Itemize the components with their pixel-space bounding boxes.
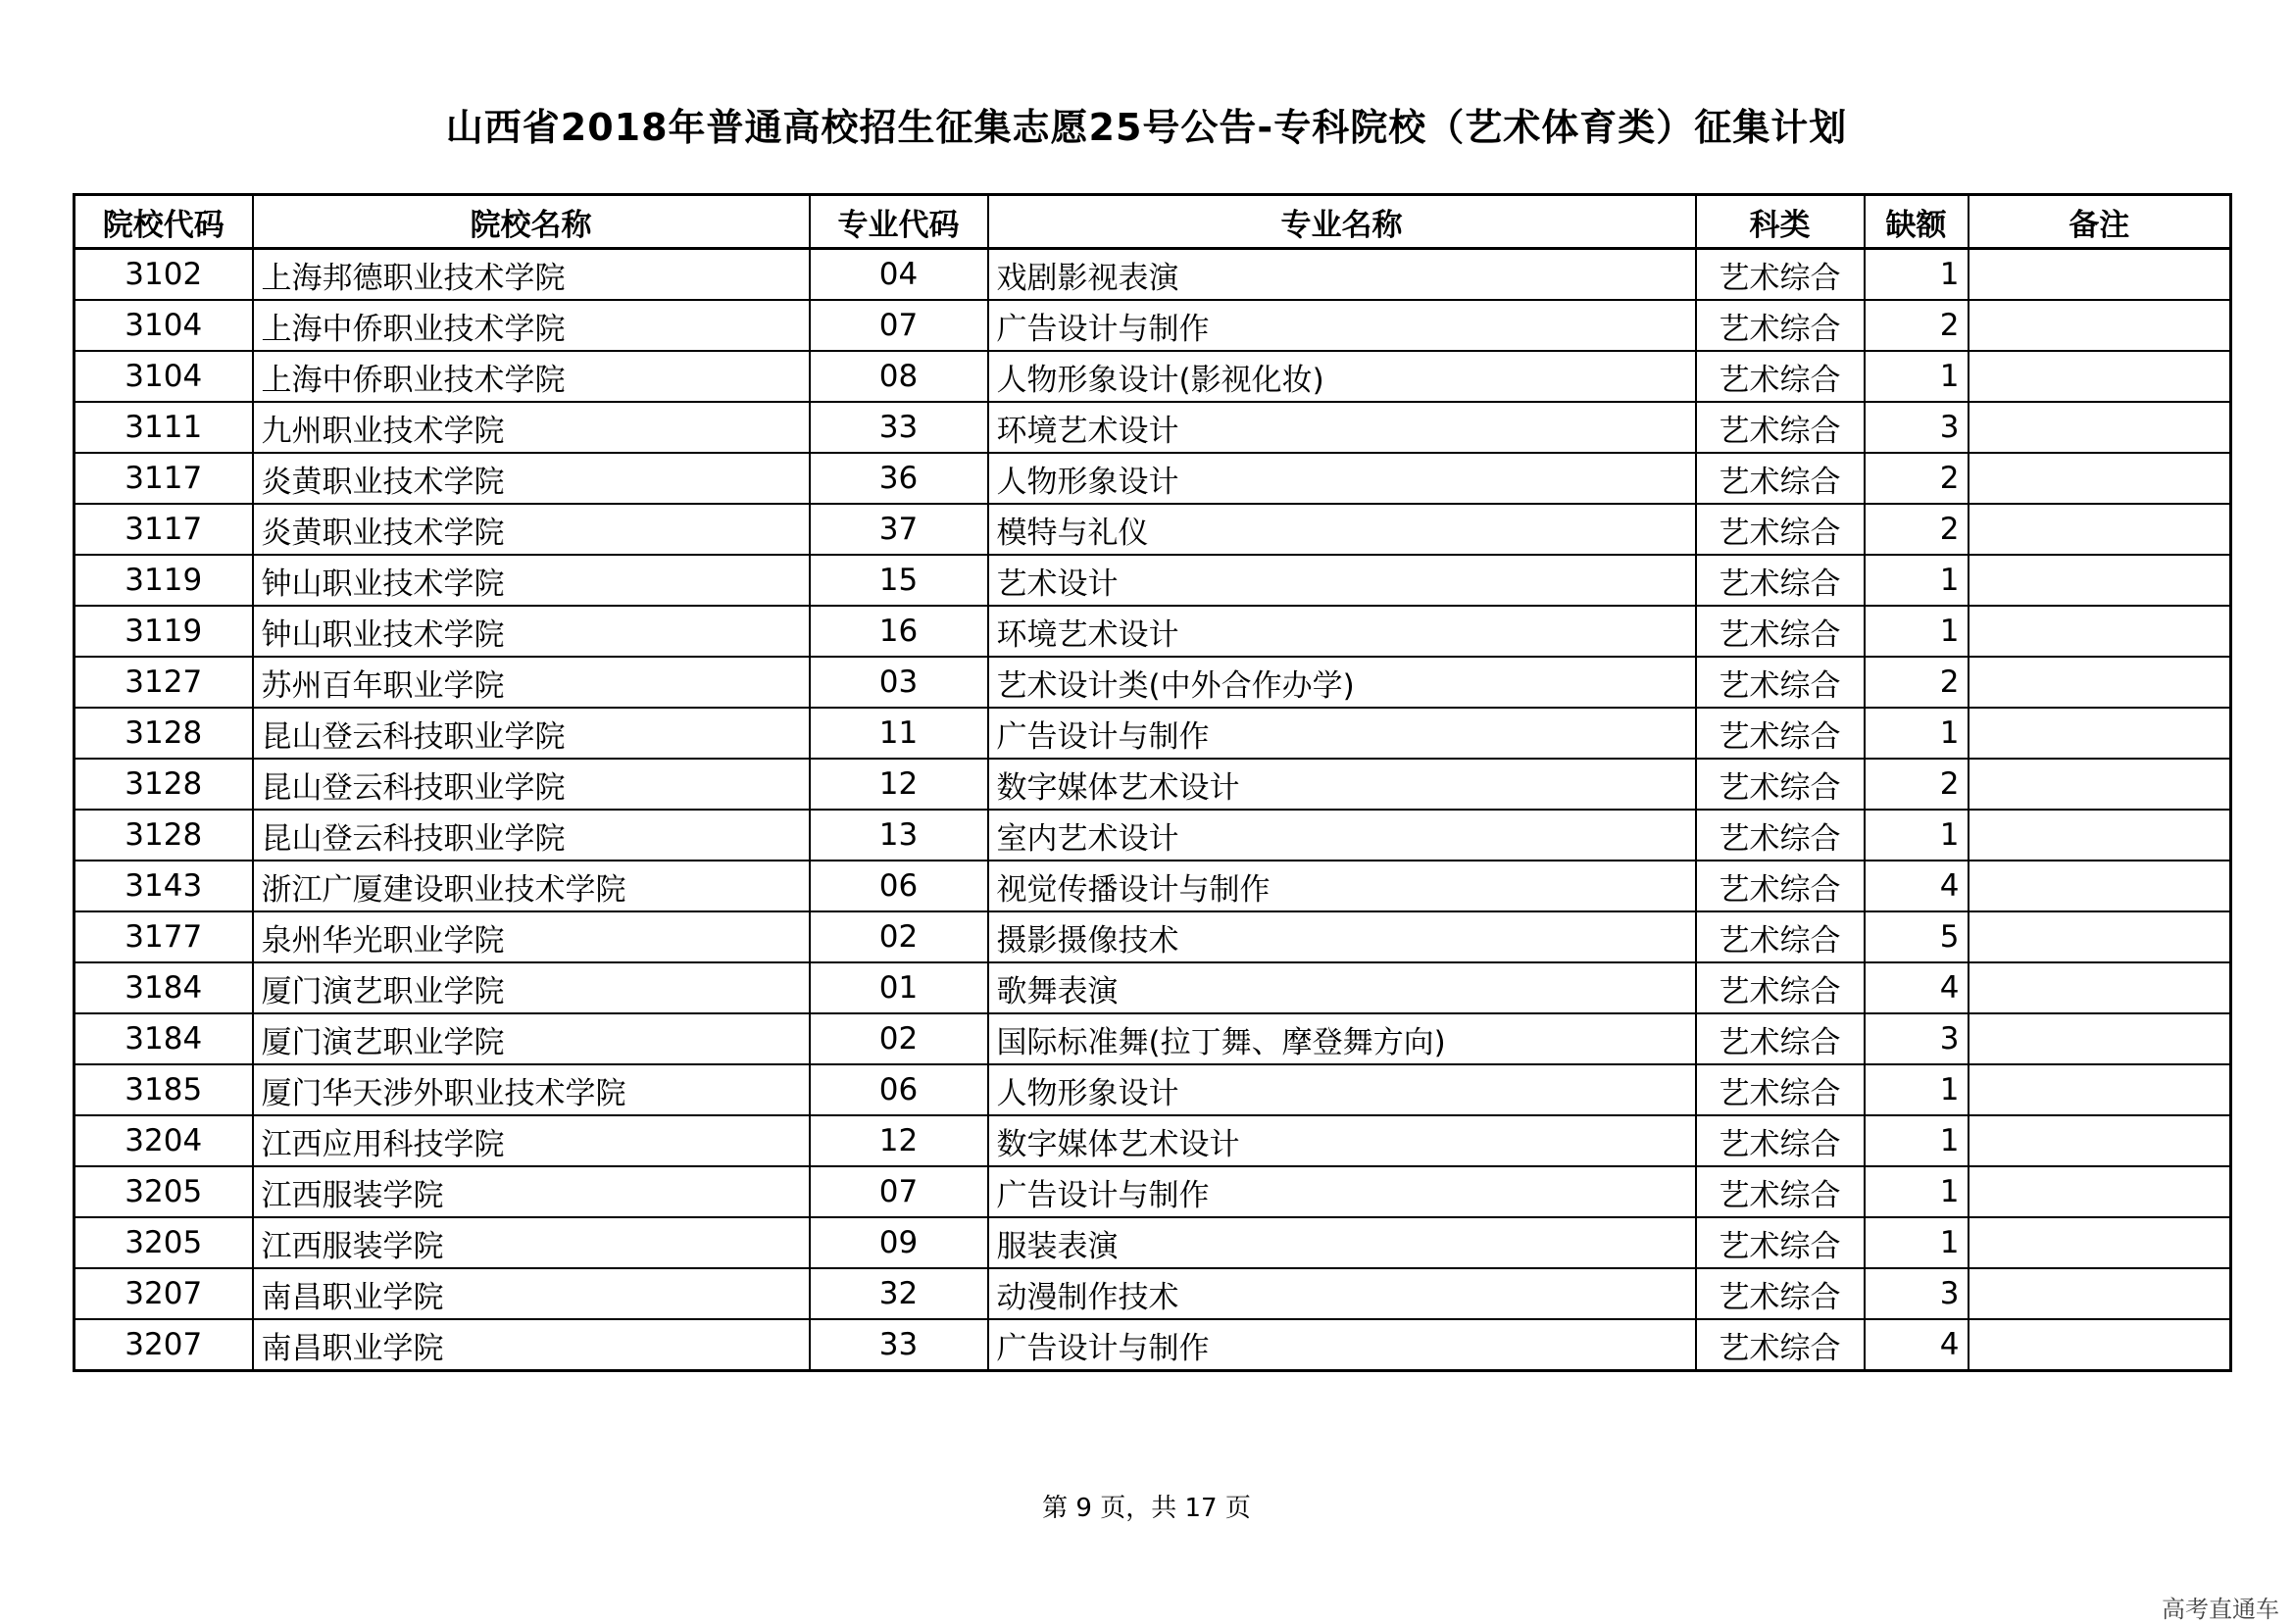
cell-school-name: 上海中侨职业技术学院 [253,300,810,351]
cell-school-code: 3207 [75,1319,253,1371]
cell-major-name: 动漫制作技术 [988,1268,1696,1319]
table-header-row [75,195,2231,249]
cell-category: 艺术综合 [1696,1319,1865,1371]
cell-major-name: 广告设计与制作 [988,1166,1696,1217]
cell-school-code: 3204 [75,1115,253,1166]
watermark: 高考直通车 [2162,1596,2279,1623]
cell-school-name: 苏州百年职业学院 [253,657,810,708]
cell-note [1969,861,2231,911]
table-row [75,759,2231,810]
cell-school-name: 江西服装学院 [253,1217,810,1268]
cell-note [1969,555,2231,606]
cell-school-code: 3177 [75,911,253,962]
cell-major-code: 33 [810,402,988,453]
cell-quota: 2 [1865,300,1969,351]
cell-school-name: 九州职业技术学院 [253,402,810,453]
cell-quota: 1 [1865,555,1969,606]
cell-school-code: 3205 [75,1217,253,1268]
cell-major-name: 戏剧影视表演 [988,249,1696,301]
cell-note [1969,453,2231,504]
cell-note [1969,1217,2231,1268]
cell-category: 艺术综合 [1696,453,1865,504]
cell-major-name: 广告设计与制作 [988,1319,1696,1371]
cell-major-code: 06 [810,861,988,911]
cell-school-name: 南昌职业学院 [253,1268,810,1319]
cell-major-name: 室内艺术设计 [988,810,1696,861]
cell-school-name: 泉州华光职业学院 [253,911,810,962]
cell-school-name: 南昌职业学院 [253,1319,810,1371]
cell-quota: 4 [1865,962,1969,1013]
column-header-note: 备注 [1969,195,2231,249]
table-row [75,657,2231,708]
cell-quota: 2 [1865,504,1969,555]
cell-note [1969,708,2231,759]
table-body [75,249,2231,1371]
cell-major-code: 11 [810,708,988,759]
cell-major-code: 12 [810,759,988,810]
cell-note [1969,759,2231,810]
cell-category: 艺术综合 [1696,351,1865,402]
cell-quota: 4 [1865,1319,1969,1371]
cell-major-name: 模特与礼仪 [988,504,1696,555]
cell-major-code: 07 [810,300,988,351]
cell-note [1969,810,2231,861]
cell-quota: 2 [1865,759,1969,810]
cell-major-name: 人物形象设计 [988,1064,1696,1115]
column-header-category: 科类 [1696,195,1865,249]
cell-school-code: 3117 [75,504,253,555]
cell-note [1969,606,2231,657]
cell-school-code: 3128 [75,810,253,861]
cell-major-name: 数字媒体艺术设计 [988,1115,1696,1166]
cell-quota: 1 [1865,1064,1969,1115]
cell-category: 艺术综合 [1696,606,1865,657]
cell-note [1969,1319,2231,1371]
cell-school-name: 昆山登云科技职业学院 [253,759,810,810]
cell-category: 艺术综合 [1696,911,1865,962]
cell-note [1969,911,2231,962]
cell-quota: 1 [1865,351,1969,402]
cell-major-name: 歌舞表演 [988,962,1696,1013]
table-row [75,1166,2231,1217]
table-row [75,708,2231,759]
cell-quota: 1 [1865,606,1969,657]
cell-school-name: 炎黄职业技术学院 [253,504,810,555]
cell-quota: 3 [1865,1013,1969,1064]
cell-quota: 2 [1865,657,1969,708]
page-title: 山西省2018年普通高校招生征集志愿25号公告-专科院校（艺术体育类）征集计划 [445,106,1848,149]
table-row [75,1268,2231,1319]
cell-quota: 1 [1865,249,1969,301]
cell-school-code: 3207 [75,1268,253,1319]
table-row [75,300,2231,351]
cell-school-name: 江西服装学院 [253,1166,810,1217]
table-row [75,555,2231,606]
cell-school-name: 江西应用科技学院 [253,1115,810,1166]
cell-category: 艺术综合 [1696,402,1865,453]
cell-school-name: 上海邦德职业技术学院 [253,249,810,301]
cell-note [1969,1064,2231,1115]
cell-category: 艺术综合 [1696,759,1865,810]
table-row [75,402,2231,453]
cell-school-name: 厦门演艺职业学院 [253,1013,810,1064]
cell-major-code: 37 [810,504,988,555]
cell-school-code: 3119 [75,555,253,606]
cell-category: 艺术综合 [1696,657,1865,708]
column-header-major-name: 专业名称 [988,195,1696,249]
cell-category: 艺术综合 [1696,708,1865,759]
cell-school-name: 昆山登云科技职业学院 [253,810,810,861]
cell-category: 艺术综合 [1696,1166,1865,1217]
column-header-quota: 缺额 [1865,195,1969,249]
table-row [75,1217,2231,1268]
cell-note [1969,657,2231,708]
cell-school-code: 3102 [75,249,253,301]
enrollment-plan-table [73,193,2232,1372]
cell-category: 艺术综合 [1696,249,1865,301]
cell-quota: 3 [1865,1268,1969,1319]
cell-note [1969,351,2231,402]
cell-school-code: 3184 [75,1013,253,1064]
cell-school-code: 3184 [75,962,253,1013]
cell-major-code: 03 [810,657,988,708]
cell-note [1969,249,2231,301]
cell-category: 艺术综合 [1696,300,1865,351]
cell-note [1969,1013,2231,1064]
cell-school-code: 3117 [75,453,253,504]
cell-school-code: 3143 [75,861,253,911]
table-row [75,1013,2231,1064]
table-row [75,453,2231,504]
cell-school-name: 钟山职业技术学院 [253,606,810,657]
column-header-major-code: 专业代码 [810,195,988,249]
cell-major-code: 01 [810,962,988,1013]
cell-school-name: 上海中侨职业技术学院 [253,351,810,402]
cell-quota: 1 [1865,708,1969,759]
cell-school-name: 厦门演艺职业学院 [253,962,810,1013]
cell-note [1969,402,2231,453]
table-row [75,1319,2231,1371]
cell-school-code: 3111 [75,402,253,453]
cell-school-name: 炎黄职业技术学院 [253,453,810,504]
cell-major-code: 13 [810,810,988,861]
cell-school-name: 昆山登云科技职业学院 [253,708,810,759]
cell-major-name: 广告设计与制作 [988,708,1696,759]
table-row [75,606,2231,657]
cell-school-code: 3104 [75,351,253,402]
page-footer: 第 9 页，共 17 页 [1042,1494,1251,1523]
cell-quota: 2 [1865,453,1969,504]
cell-category: 艺术综合 [1696,861,1865,911]
table-row [75,810,2231,861]
table-row [75,1064,2231,1115]
cell-school-code: 3185 [75,1064,253,1115]
cell-major-name: 国际标准舞(拉丁舞、摩登舞方向) [988,1013,1696,1064]
cell-category: 艺术综合 [1696,962,1865,1013]
cell-category: 艺术综合 [1696,555,1865,606]
cell-category: 艺术综合 [1696,1268,1865,1319]
cell-category: 艺术综合 [1696,810,1865,861]
cell-note [1969,300,2231,351]
cell-school-code: 3128 [75,708,253,759]
table-row [75,351,2231,402]
cell-major-code: 08 [810,351,988,402]
cell-quota: 1 [1865,1166,1969,1217]
cell-major-name: 摄影摄像技术 [988,911,1696,962]
column-header-school-code: 院校代码 [75,195,253,249]
cell-major-code: 33 [810,1319,988,1371]
cell-major-code: 09 [810,1217,988,1268]
cell-category: 艺术综合 [1696,504,1865,555]
table-row [75,504,2231,555]
table-row [75,911,2231,962]
cell-major-name: 环境艺术设计 [988,606,1696,657]
cell-major-name: 人物形象设计 [988,453,1696,504]
table-row [75,861,2231,911]
cell-quota: 3 [1865,402,1969,453]
cell-major-code: 02 [810,911,988,962]
cell-major-code: 04 [810,249,988,301]
cell-quota: 4 [1865,861,1969,911]
cell-major-code: 32 [810,1268,988,1319]
cell-school-code: 3104 [75,300,253,351]
cell-major-name: 环境艺术设计 [988,402,1696,453]
column-header-school-name: 院校名称 [253,195,810,249]
cell-major-code: 12 [810,1115,988,1166]
cell-major-name: 艺术设计 [988,555,1696,606]
cell-major-code: 36 [810,453,988,504]
cell-major-code: 06 [810,1064,988,1115]
cell-school-name: 厦门华天涉外职业技术学院 [253,1064,810,1115]
table-row [75,1115,2231,1166]
cell-quota: 1 [1865,1217,1969,1268]
table-row [75,962,2231,1013]
cell-category: 艺术综合 [1696,1013,1865,1064]
cell-quota: 1 [1865,810,1969,861]
cell-note [1969,962,2231,1013]
cell-major-name: 艺术设计类(中外合作办学) [988,657,1696,708]
cell-quota: 1 [1865,1115,1969,1166]
cell-major-code: 02 [810,1013,988,1064]
cell-school-code: 3128 [75,759,253,810]
cell-major-code: 15 [810,555,988,606]
cell-major-code: 16 [810,606,988,657]
table-row [75,249,2231,301]
cell-major-name: 人物形象设计(影视化妆) [988,351,1696,402]
cell-quota: 5 [1865,911,1969,962]
cell-category: 艺术综合 [1696,1217,1865,1268]
cell-major-name: 数字媒体艺术设计 [988,759,1696,810]
cell-school-name: 钟山职业技术学院 [253,555,810,606]
cell-major-name: 广告设计与制作 [988,300,1696,351]
cell-school-name: 浙江广厦建设职业技术学院 [253,861,810,911]
cell-note [1969,1166,2231,1217]
cell-school-code: 3127 [75,657,253,708]
cell-category: 艺术综合 [1696,1115,1865,1166]
cell-major-code: 07 [810,1166,988,1217]
cell-note [1969,1268,2231,1319]
cell-major-name: 视觉传播设计与制作 [988,861,1696,911]
cell-note [1969,504,2231,555]
cell-note [1969,1115,2231,1166]
cell-school-code: 3119 [75,606,253,657]
cell-major-name: 服装表演 [988,1217,1696,1268]
cell-category: 艺术综合 [1696,1064,1865,1115]
cell-school-code: 3205 [75,1166,253,1217]
